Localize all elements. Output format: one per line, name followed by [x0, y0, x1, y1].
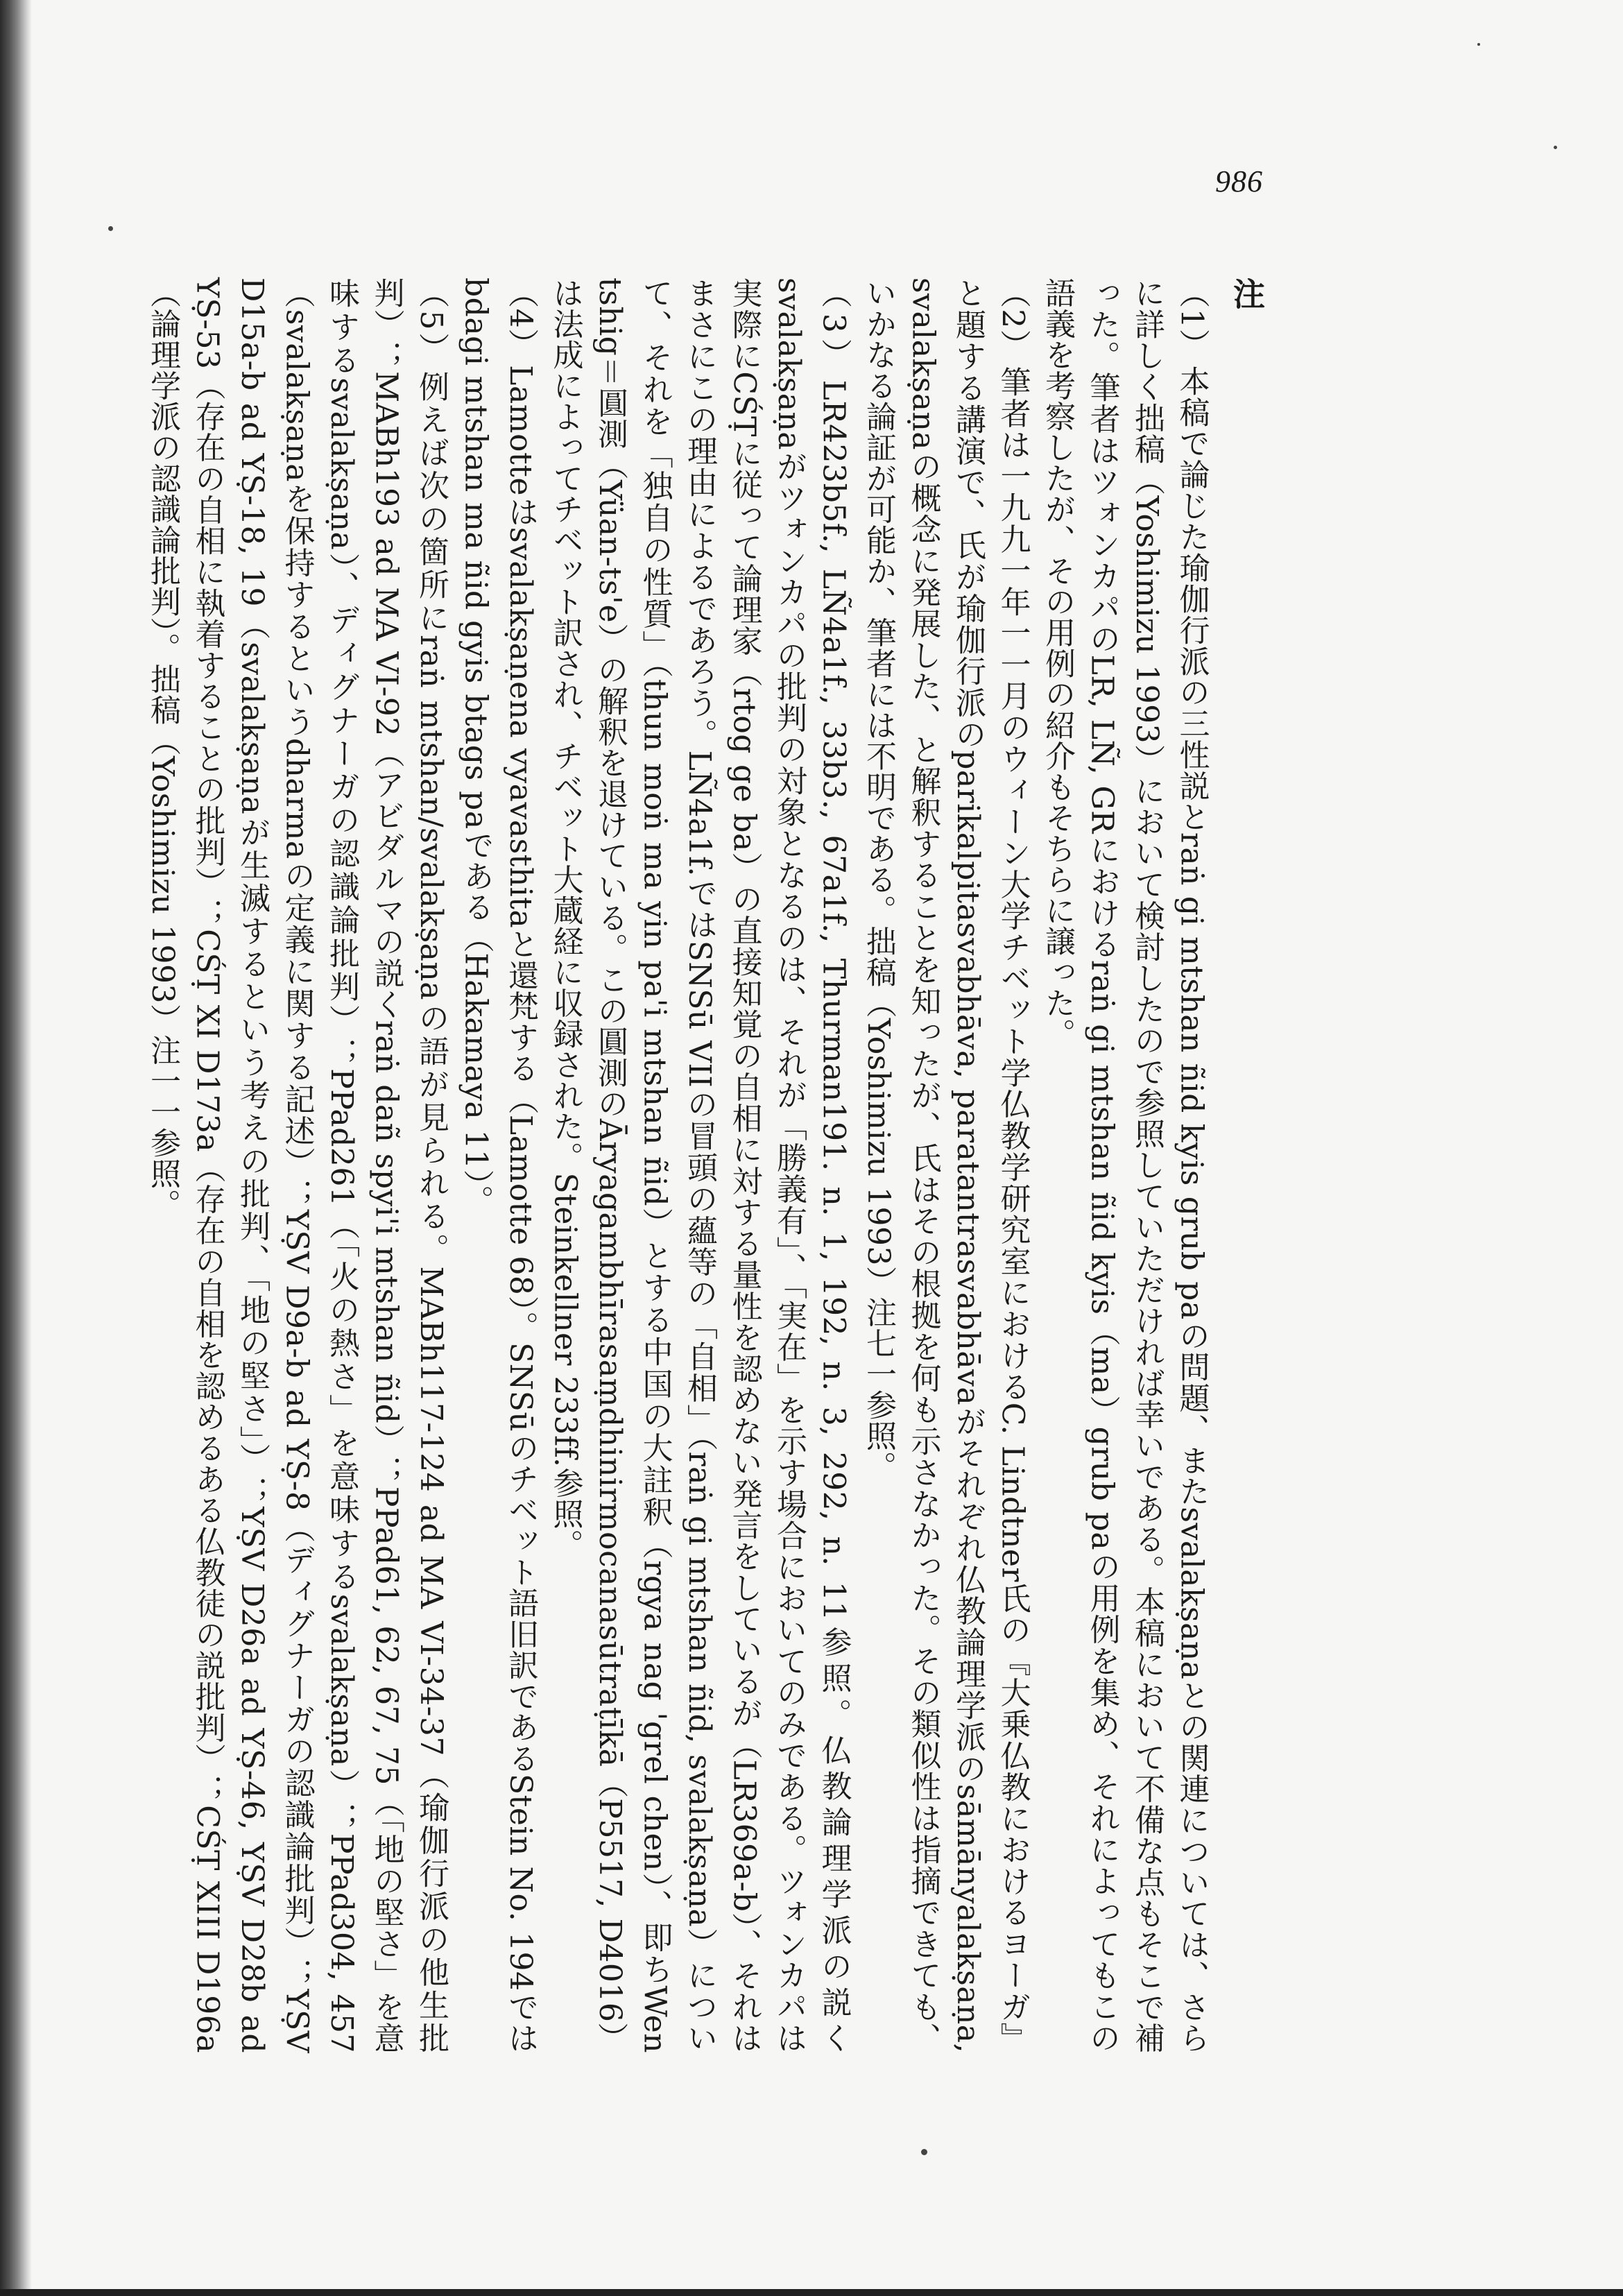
scan-binding-shadow — [0, 0, 32, 2296]
notes-heading: 注 — [1228, 277, 1266, 310]
note-1 — [1035, 277, 1214, 2053]
note-4-marker: （4） — [503, 277, 538, 360]
note-4-text: Lamotteはsvalakṣaṇena vyavasthitaと還梵する（Lamotte 68）。SNSūのチベット語旧訳であるStein No. 194ではbdagi mtshan ma ñid gyis btags paである（Hakamaya 11）。 — [458, 277, 538, 2053]
note-3-text: LR423b5f., LÑ4a1f., 33b3., 67a1f., Thurman191. n. 1, 192, n. 3, 292, n. 11参照。仏教論理学派の説くsvalakṣaṇaがツォンカパの批判の対象となるのは、それが「勝義有」、「実在」を示す場合においてのみである。ツォンカパは実際にCŚṬに従って論理家（rtog ge ba）の直接知覚の自相に対する量性を認めない発言をしているが（LR369a-b）、それはまさにこの理由によるであろう。LÑ4a1f.ではSNSū VIIの冒頭の蘊等の「自相」（raṅ gi mtshan ñid, svalakṣaṇa）について、それを「独自の性質」（thun moṅ ma yin pa'i mtshan ñid）とする中国の大註釈（rgya nag 'grel chen）、即ちWen tshig＝圓測（Yüan-ts'e）の解釈を退けている。この圓測のĀryagambhīrasaṃdhinirmocanasūtraṭīkā（P5517, D4016）は法成によってチベット訳され、チベット大蔵経に収録された。Steinkellner 233ff.参照。 — [547, 277, 852, 2053]
note-3-marker: （3） — [816, 277, 852, 375]
scan-speck — [108, 226, 113, 231]
note-1-text: 本稿で論じた瑜伽行派の三性説とraṅ gi mtshan ñid kyis grub paの問題、またsvalakṣaṇaとの関連については、さらに詳しく拙稿（Yoshimizu 1993）において検討したので参照していただければ幸いである。本稿において不備な点もそこで補った。筆者はツォンカパのLR, LÑ, GRにおけるraṅ gi mtshan ñid kyis（ma）grub paの用例を集め、それによってもこの語義を考察したが、その用例の紹介もそちらに譲った。 — [1040, 277, 1210, 2053]
scan-speck — [921, 2149, 927, 2155]
note-2-marker: （2） — [995, 277, 1031, 361]
note-5-marker: （5） — [413, 277, 449, 366]
note-3 — [542, 277, 856, 2053]
note-5-text: 例えば次の箇所にraṅ mtshan/svalakṣaṇaの語が見られる。MABh117-124 ad MA VI-34-37（瑜伽行派の他生批判）；MABh193 ad MA VI-92（アビダルマの説くraṅ dañ spyi'i mtshan ñid）；PPad61, 62, 67, 75（「地の堅さ」を意味するsvalakṣaṇa）、ディグナーガの認識論批判）；PPad261（「火の熱さ」を意味するsvalakṣaṇa）；PPad304, 457（svalakṣaṇaを保持するというdharmaの定義に関する記述）；YṢV D9a-b ad YṢ-8（ディグナーガの認識論批判）；YṢV D15a-b ad YṢ-18, 19（svalakṣaṇaが生滅するという考えの批判、「地の堅さ」）；YṢV D26a ad YṢ-46, YṢV D28b ad YṢ-53（存在の自相に執着することの批判）；CŚṬ XI D173a（存在の自相を認めるある仏教徒の説批判）；CŚṬ XIII D196a（論理学派の認識論批判）。拙稿（Yoshimizu 1993）注一一参照。 — [145, 277, 449, 2053]
page-number: 986 — [1215, 164, 1263, 198]
scan-speck — [1477, 43, 1480, 46]
note-4 — [453, 277, 542, 2053]
scan-bottom-edge — [0, 2289, 1623, 2296]
note-1-marker: （1） — [1174, 277, 1210, 360]
note-2-text: 筆者は一九九一年一一月のウィーン大学チベット学仏教学研究室におけるC. Lindtner氏の『大乗仏教におけるヨーガ』と題する講演で、氏が瑜伽行派のparikalpitasvabhāva, paratantrasvabhāvaがそれぞれ仏教論理学派のsāmānyalakṣaṇa, svalakṣaṇaの概念に発展した、と解釈することを知ったが、氏はその根拠を何も示さなかった。その類似性は指摘できても、いかなる論証が可能か、筆者には不明である。拙稿（Yoshimizu 1993）注七一参照。 — [861, 277, 1031, 2053]
note-2 — [856, 277, 1035, 2053]
scan-speck — [1554, 146, 1557, 149]
notes-section — [104, 277, 1269, 2053]
note-5 — [140, 277, 454, 2053]
